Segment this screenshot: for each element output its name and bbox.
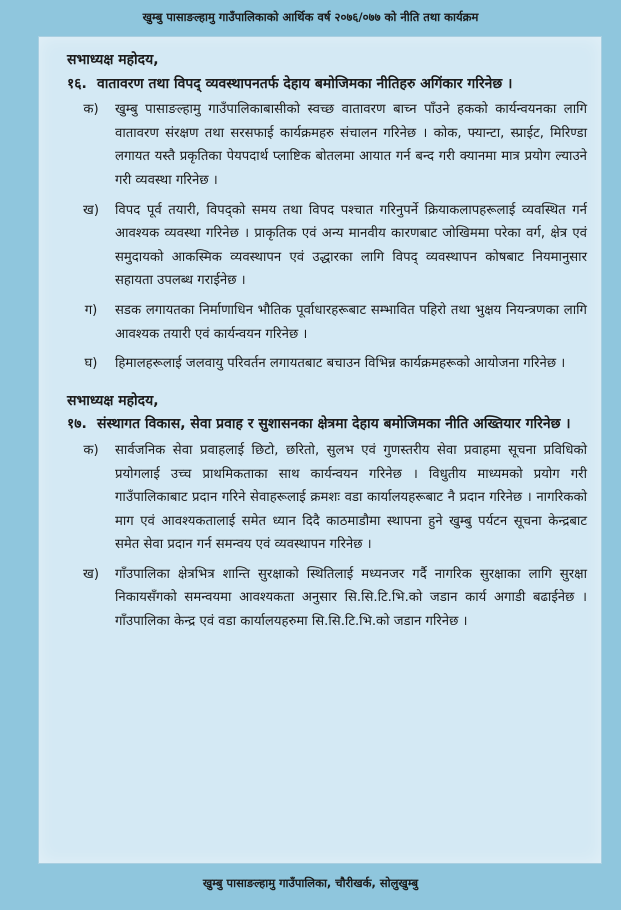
salutation-heading: सभाध्यक्ष महोदय, xyxy=(67,392,159,409)
section-title-text: संस्थागत विकास, सेवा प्रवाह र सुशासनका क्षेत्रमा देहाय बमोजिमका नीति अख्तियार गरिनेछ । xyxy=(97,416,571,433)
list-item xyxy=(67,563,587,634)
item-text: गाँउपालिका क्षेत्रभित्र शान्ति सुरक्षाको स्थितिलाई मध्यनजर गर्दै नागरिक सुरक्षाका लागि सुरक्षा निकायसँगको समन्वयमा आवश्यकता अनुसार सि.सि.टि.भि.को जडान कार्य अगाडी बढाईनेछ । गाँउपालिका केन्द्र एवं वडा कार्यालयहरुमा सि.सि.टि.भि.को जडान गरिनेछ । xyxy=(115,566,587,630)
section-title-17 xyxy=(67,413,587,437)
list-item xyxy=(67,98,587,192)
item-marker: क) xyxy=(83,102,99,118)
list-item xyxy=(67,199,587,293)
item-marker: ख) xyxy=(83,566,99,582)
list-item xyxy=(67,439,587,557)
running-footer: खुम्बु पासाङल्हामु गाउँपालिका, चौरीखर्क, सोलुखुम्बु xyxy=(202,876,419,890)
section-title-16 xyxy=(67,73,587,97)
running-header: खुम्बु पासाङल्हामु गाउँपालिकाको आर्थिक वर्ष २०७६/०७७ को नीति तथा कार्यक्रम xyxy=(142,10,479,24)
item-text: हिमालहरूलाई जलवायु परिवर्तन लगायतबाट बचाउन विभिन्न कार्यक्रमहरूको आयोजना गरिनेछ । xyxy=(115,356,566,372)
list-item xyxy=(67,352,587,376)
section-title-text: वातावरण तथा विपद् व्यवस्थापनतर्फ देहाय बमोजिमका नीतिहरु अगिंकार गरिनेछ । xyxy=(97,75,513,92)
item-marker: ग) xyxy=(84,302,98,318)
salutation-heading: सभाध्यक्ष महोदय, xyxy=(67,52,159,68)
item-text: सडक लगायतका निर्माणाधिन भौतिक पूर्वाधारहरूबाट सम्भावित पहिरो तथा भुक्षय नियन्त्रणका लागि आवश्यक तयारी एवं कार्यन्वयन गरिनेछ । xyxy=(115,302,587,342)
item-text: विपद पूर्व तयारी, विपद्को समय तथा विपद पश्चात गरिनुपर्ने क्रियाकलापहरूलाई व्यवस्थित गर्न आवश्यक व्यवस्था गरिनेछ । प्राकृतिक एवं अन्य मानवीय कारणबाट जोखिममा परेका वर्ग, क्षेत्र एवं समुदायको आकस्मिक व्यवस्थापन एवं उद्धारका लागि विपद् व्यवस्थापन कोषबाट नियमानुसार सहायता उपलब्ध गराईनेछ । xyxy=(115,202,587,289)
item-text: सार्वजनिक सेवा प्रवाहलाई छिटो, छरितो, सुलभ एवं गुणस्तरीय सेवा प्रवाहमा सूचना प्रविधिको प्रयोगलाई उच्च प्राथमिकताका साथ कार्यन्वयन गरिनेछ । विधुतीय माध्यमको प्रयोग गरी गाउँपालिकाबाट प्रदान गरिने सेवाहरूलाई क्रमशः वडा कार्यालयहरूबाट नै प्रदान गरिनेछ । नागरिकको माग एवं आवश्यकतालाई समेत ध्यान दिदै काठमाडौमा स्थापना हुने खुम्बु पर्यटन सूचना केन्द्रबाट समेत सेवा प्रदान गर्न समन्वय एवं व्यवस्थापन गरिनेछ । xyxy=(115,442,587,553)
item-text: खुम्बु पासाङल्हामु गाउँपालिकाबासीको स्वच्छ वातावरण बाच्न पाँउने हकको कार्यन्वयनका लागि वातावरण संरक्षण तथा सरसफाई कार्यक्रमहरु संचालन गरिनेछ । कोक, फ्यान्टा, स्प्राईट, मिरिण्डा लगायत यस्तै प्रकृतिका पेयपदार्थ प्लाष्टिक बोतलमा आयात गर्न बन्द गरी क्यानमा मात्र प्रयोग ल्याउने गरी व्यवस्था गरिनेछ । xyxy=(115,102,587,188)
document-page xyxy=(38,36,602,864)
section-number: १६. xyxy=(67,75,87,92)
section-number: १७. xyxy=(67,416,87,433)
page-content xyxy=(67,49,587,640)
item-marker: घ) xyxy=(84,356,98,372)
section-gap xyxy=(67,382,587,390)
item-marker: ख) xyxy=(83,202,99,218)
list-item xyxy=(67,299,587,346)
item-marker: क) xyxy=(83,442,99,458)
